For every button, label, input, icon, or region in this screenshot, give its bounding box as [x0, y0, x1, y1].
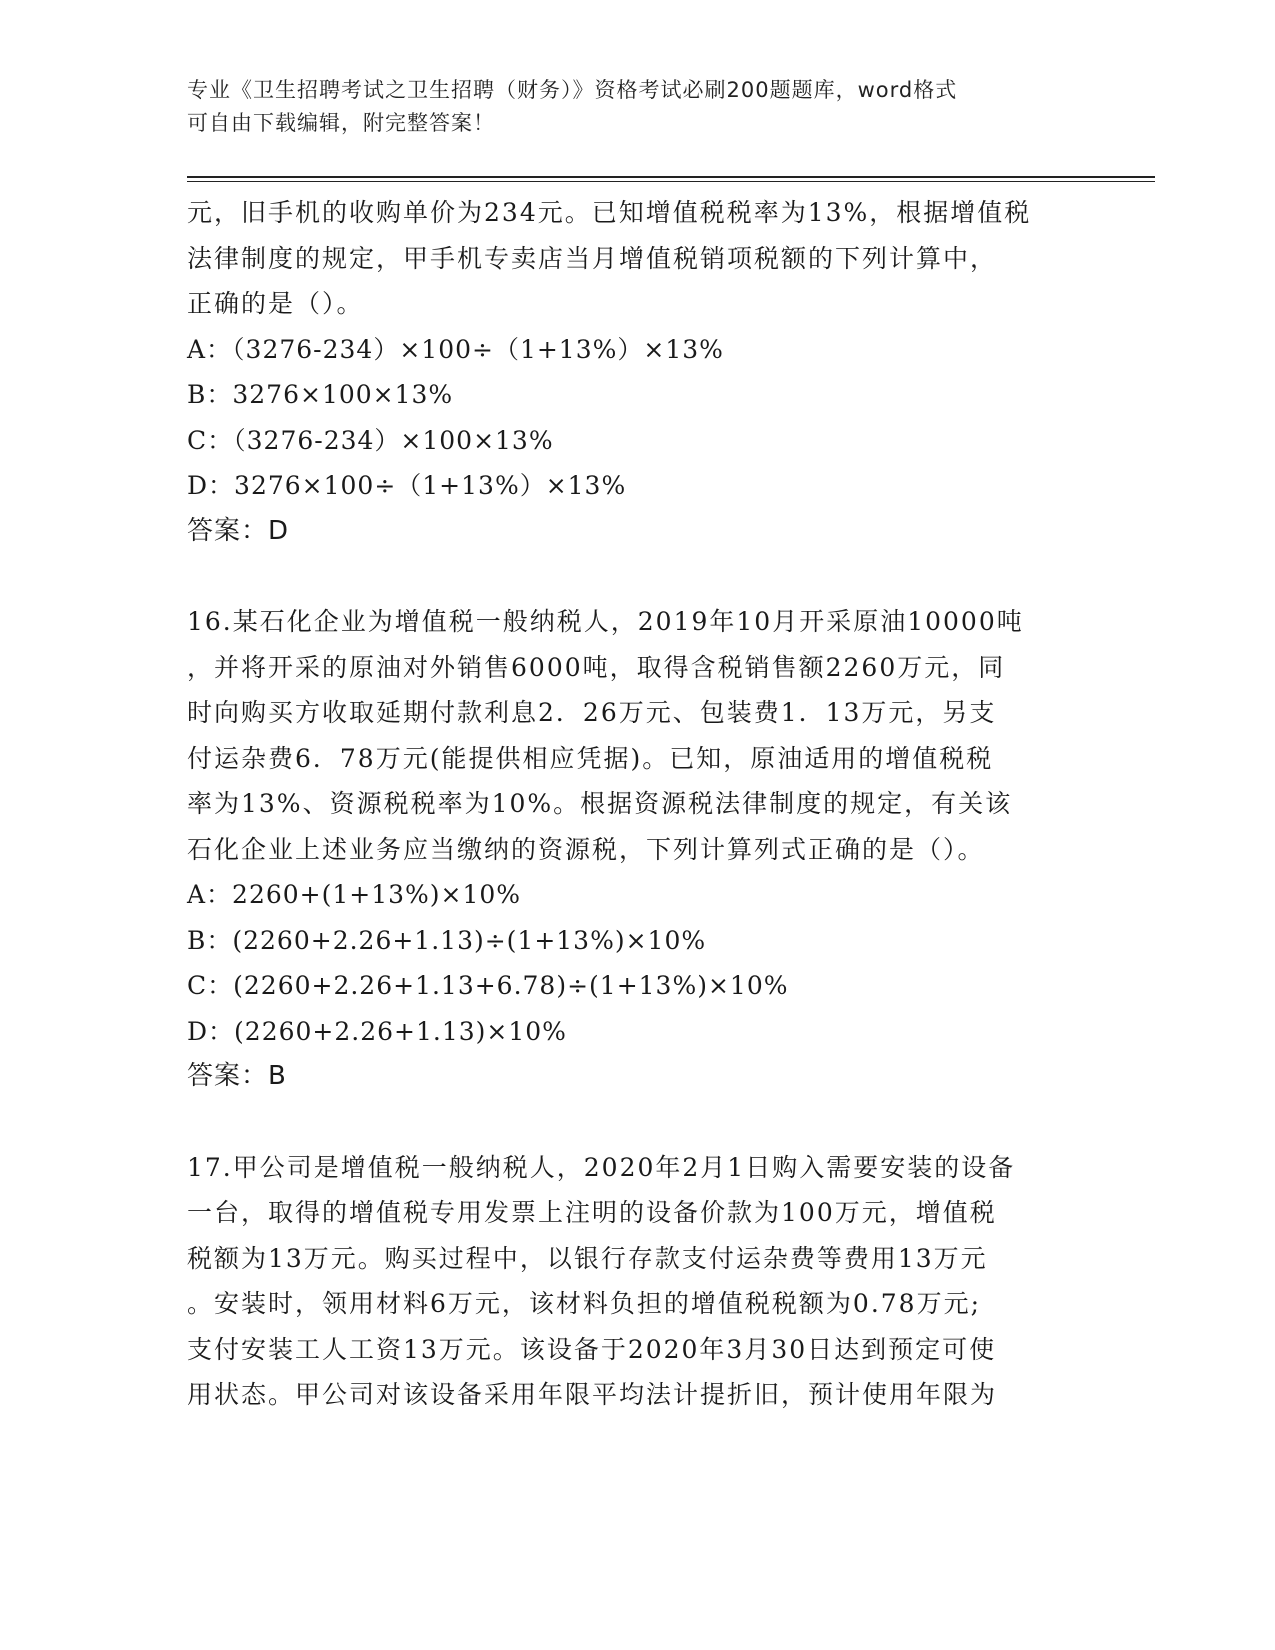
- question-text-line: 石化企业上述业务应当缴纳的资源税，下列计算列式正确的是（）。: [187, 834, 985, 864]
- question-text-line: 16.某石化企业为增值税一般纳税人，2019年10月开采原油10000吨: [187, 607, 1024, 636]
- header-rule-thin: [187, 181, 1155, 182]
- question-text-line: 17.甲公司是增值税一般纳税人，2020年2月1日购入需要安装的设备: [187, 1152, 1016, 1182]
- header-line-1: 专业《卫生招聘考试之卫生招聘（财务）》资格考试必刷200题题库，word格式: [187, 78, 958, 102]
- spacer: [187, 1100, 1087, 1145]
- question-text-line: 支付安装工人工资13万元。该设备于2020年3月30日达到预定可使: [187, 1334, 997, 1364]
- question-text-line: 付运杂费6．78万元(能提供相应凭据)。已知，原油适用的增值税税: [187, 743, 994, 773]
- answer-line: 答案：D: [187, 515, 290, 546]
- question-text-line: 。安装时，领用材料6万元，该材料负担的增值税税额为0.78万元;: [187, 1289, 981, 1318]
- question-text-line: 元，旧手机的收购单价为234元。已知增值税税率为13%，根据增值税: [187, 198, 1032, 227]
- document-body: [187, 190, 1087, 1418]
- page-header: [187, 74, 1067, 140]
- question-text-line: 正确的是（）。: [187, 289, 364, 318]
- option-b: B：(2260+2.26+1.13)÷(1+13%)×10%: [187, 925, 707, 955]
- header-line-2: 可自由下载编辑，附完整答案！: [187, 111, 495, 135]
- question-text-line: 率为13%、资源税税率为10%。根据资源税法律制度的规定，有关该: [187, 789, 1013, 818]
- header-rule-thick: [187, 176, 1155, 178]
- question-text-line: 用状态。甲公司对该设备采用年限平均法计提折旧，预计使用年限为: [187, 1380, 998, 1409]
- option-c: C：（3276-234）×100×13%: [187, 425, 554, 455]
- option-b: B：3276×100×13%: [187, 380, 454, 409]
- question-text-line: ，并将开采的原油对外销售6000吨，取得含税销售额2260万元，同: [187, 652, 1006, 682]
- question-text-line: 法律制度的规定，甲手机专卖店当月增值税销项税额的下列计算中，: [187, 243, 998, 273]
- spacer: [187, 554, 1087, 599]
- option-a: A：（3276-234）×100÷（1+13%）×13%: [187, 334, 724, 364]
- question-16: [187, 599, 1087, 1100]
- option-d: D：(2260+2.26+1.13)×10%: [187, 1016, 567, 1046]
- option-a: A：2260+(1+13%)×10%: [187, 880, 522, 909]
- option-d: D：3276×100÷（1+13%）×13%: [187, 471, 627, 500]
- question-text-line: 一台，取得的增值税专用发票上注明的设备价款为100万元，增值税: [187, 1198, 997, 1227]
- question-text-line: 税额为13万元。购买过程中，以银行存款支付运杂费等费用13万元: [187, 1243, 988, 1273]
- question-15: [187, 190, 1087, 554]
- question-text-line: 时向购买方收取延期付款利息2．26万元、包装费1．13万元，另支: [187, 698, 997, 727]
- option-c: C：(2260+2.26+1.13+6.78)÷(1+13%)×10%: [187, 971, 789, 1000]
- question-17: [187, 1145, 1087, 1418]
- answer-line: 答案：B: [187, 1061, 287, 1091]
